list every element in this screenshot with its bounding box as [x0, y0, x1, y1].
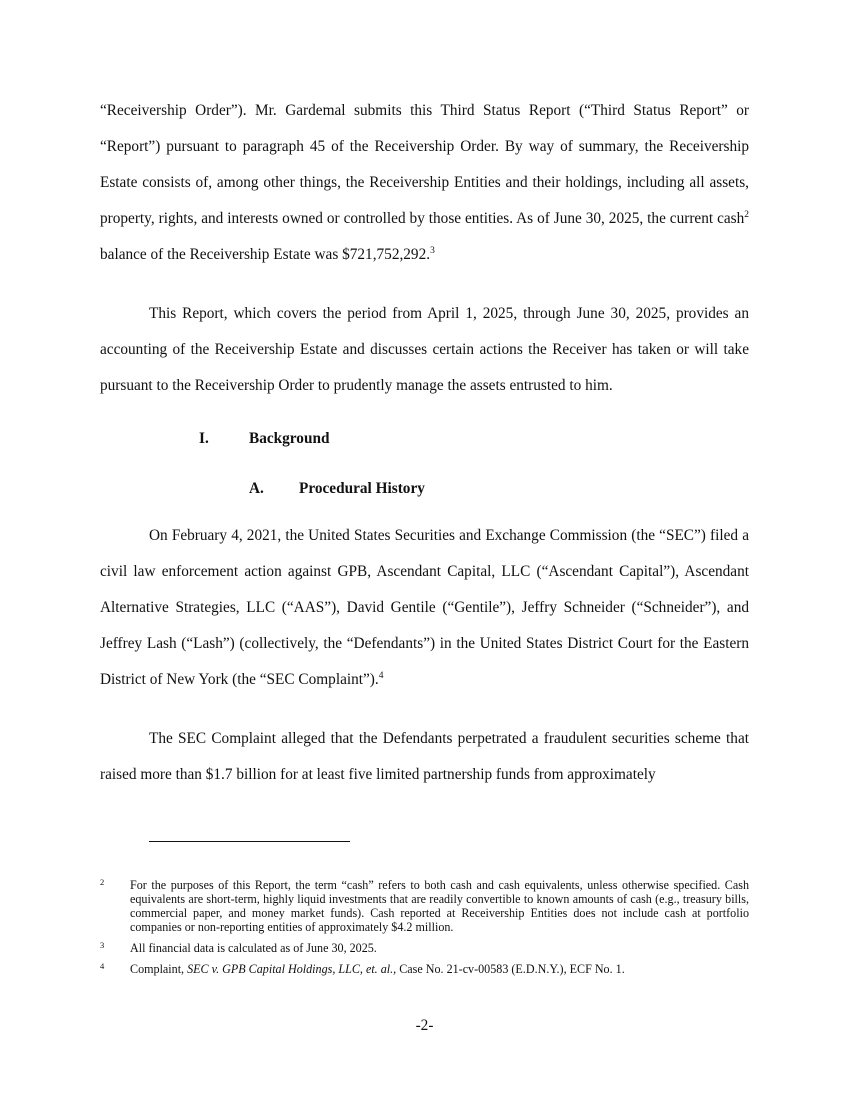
paragraph-report-coverage: This Report, which covers the period from April 1, 2025, through June 30, 2025, provides an accounting of the Receivership Estate and discusses certain actions the Receiver has taken or will take pursuant to the Receivership Order to prudently manage the assets entrusted to him.	[100, 305, 749, 394]
footnote-number: 2	[100, 877, 105, 887]
footnote-2	[100, 878, 749, 934]
footnote-text: Complaint, SEC v. GPB Capital Holdings, LLC, et. al., Case No. 21-cv-00583 (E.D.N.Y.), ECF No. 1.	[130, 962, 625, 976]
footnote-ref-4[interactable]: 4	[378, 670, 384, 681]
section-heading: Background	[249, 430, 330, 447]
footnotes	[100, 878, 749, 983]
subsection-heading: Procedural History	[299, 480, 425, 497]
footnote-ref-2[interactable]: 2	[744, 209, 749, 220]
footnote-number: 3	[100, 940, 105, 950]
paragraph-sec-complaint: The SEC Complaint alleged that the Defendants perpetrated a fraudulent securities scheme that raised more than $1.7 billion for at least five limited partnership funds from approximately	[100, 730, 749, 783]
footnote-separator	[149, 841, 350, 842]
paragraph-receivership-summary: “Receivership Order”). Mr. Gardemal submits this Third Status Report (“Third Status Report” or “Report”) pursuant to paragraph 45 of the Receivership Order. By way of summary, the Receivership Estate consists of, among other things, the Receivership Entities and their holdings, including all assets, property, rights, and interests owned or controlled by those entities. As of June 30, 2025, the current cash$^2$ balance of the Receivership Estate was $721,752,292.$^3$	[100, 102, 749, 263]
footnote-number: 4	[100, 961, 105, 971]
footnote-text: All financial data is calculated as of June 30, 2025.	[130, 941, 377, 955]
subsection-number: A.	[249, 480, 264, 497]
footnote-4	[100, 962, 749, 976]
footnote-text: For the purposes of this Report, the term “cash” refers to both cash and cash equivalents, unless otherwise specified. Cash equivalents are short-term, highly liquid investments that are readily convertible to known amounts of cash (e.g., treasury bills, commercial paper, and money market funds). Cash reported at Receivership Entities does not include cash at portfolio companies or non-reporting entities of approximately $4.2 million.	[130, 878, 749, 934]
footnote-ref-3[interactable]: 3	[430, 245, 435, 256]
paragraph-sec-action: On February 4, 2021, the United States Securities and Exchange Commission (the “SEC”) filed a civil law enforcement action against GPB, Ascendant Capital, LLC (“Ascendant Capital”), Ascendant Alternative Strategies, LLC (“AAS”), David Gentile (“Gentile”), Jeffry Schneider (“Schneider”), and Jeffrey Lash (“Lash”) (collectively, the “Defendants”) in the United States District Court for the Eastern District of New York (the “SEC Complaint”).$^4$	[100, 527, 749, 688]
case-name: SEC v. GPB Capital Holdings, LLC, et. al.,	[187, 962, 397, 976]
footnote-3	[100, 941, 749, 955]
page-number: -2-	[415, 1017, 434, 1034]
section-number: I.	[199, 430, 209, 447]
